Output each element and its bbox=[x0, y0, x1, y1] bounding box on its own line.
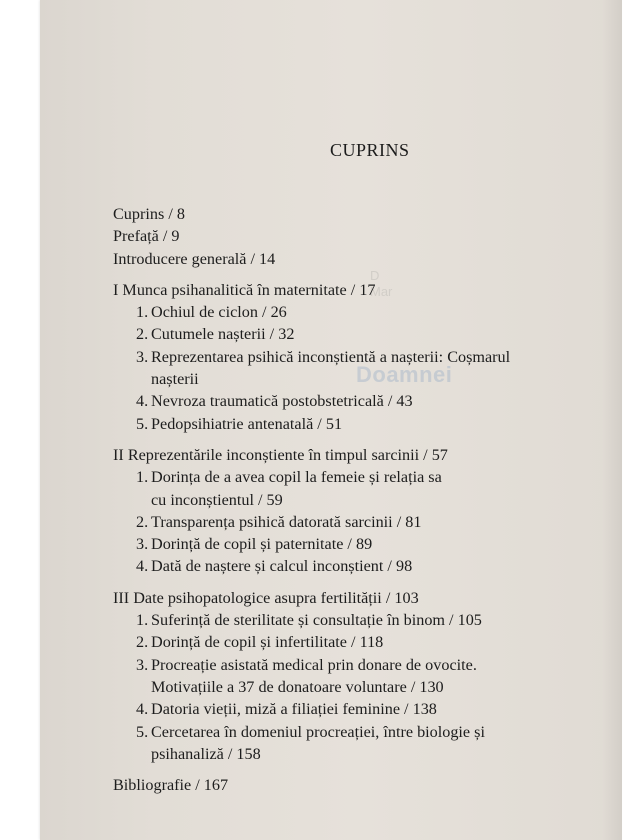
toc-chapter-entry: Cuprins / 8 bbox=[113, 205, 185, 223]
toc-entry-number: 4. bbox=[136, 392, 149, 411]
section-gap bbox=[113, 435, 583, 444]
toc-entry-text: Pedopsihiatrie antenatală / 51 bbox=[151, 414, 343, 433]
toc-chapter-entry: Introducere generală / 14 bbox=[113, 249, 276, 268]
toc-subchapter-entry bbox=[113, 654, 583, 676]
toc-entry-number: 3. bbox=[136, 535, 149, 554]
section-gap bbox=[113, 765, 583, 774]
toc-entry-text: Cercetarea în domeniul procreației, între biologie și bbox=[151, 722, 485, 741]
toc-entry-number: 2. bbox=[136, 325, 149, 344]
toc-entry-number: 5. bbox=[136, 722, 149, 741]
toc-chapter-entry: II Reprezentările inconștiente în timpul sarcinii / 57 bbox=[113, 445, 448, 464]
toc-entry-text: Procreație asistată medical prin donare de ovocite. bbox=[151, 655, 477, 674]
toc-chapter-entry: I Munca psihanalitică în maternitate / 17 bbox=[113, 280, 376, 299]
toc-entry-number: 2. bbox=[136, 512, 149, 531]
toc-entry-continuation: psihanaliză / 158 bbox=[151, 744, 261, 763]
toc-subchapter-entry bbox=[113, 323, 583, 345]
toc-chapter-entry: III Date psihopatologice asupra fertilității / 103 bbox=[113, 588, 419, 607]
toc-entry-continuation: nașterii bbox=[151, 370, 199, 389]
toc-entry-number: 1. bbox=[136, 468, 149, 487]
watermark: Doamnei bbox=[356, 362, 453, 387]
toc-subchapter-entry bbox=[113, 413, 583, 435]
toc-entry-number: 4. bbox=[136, 700, 149, 719]
toc-entry-continuation: cu inconștientul / 59 bbox=[151, 490, 283, 509]
toc-entry-number: 1. bbox=[136, 611, 149, 630]
toc-entry-text: Dată de naștere și calcul inconștient / 98 bbox=[151, 557, 413, 576]
page-edge-shadow bbox=[602, 0, 622, 840]
toc-subchapter-entry bbox=[113, 511, 583, 533]
toc-entry-text: Dorința de a avea copil la femeie și relația sa bbox=[151, 468, 442, 487]
page-title: CUPRINS bbox=[330, 140, 410, 160]
toc-subchapter-entry bbox=[113, 609, 583, 631]
toc-entry-number: 3. bbox=[136, 347, 149, 366]
toc-entry-text: Ochiul de ciclon / 26 bbox=[151, 303, 287, 322]
section-gap bbox=[113, 270, 583, 279]
toc-subchapter-entry bbox=[113, 346, 583, 368]
toc-entry-number: 5. bbox=[136, 414, 149, 433]
toc-subchapter-entry bbox=[113, 390, 583, 412]
toc-subchapter-entry bbox=[113, 533, 583, 555]
table-of-contents bbox=[113, 203, 583, 796]
toc-subchapter-entry bbox=[113, 631, 583, 653]
toc-entry-text: Suferință de sterilitate și consultație în binom / 105 bbox=[151, 611, 482, 630]
faint-watermark-line-2: Mar bbox=[370, 284, 393, 299]
toc-entry-number: 4. bbox=[136, 557, 149, 576]
toc-entry-text: Reprezentarea psihică inconștientă a nașterii: Coșmarul bbox=[151, 347, 511, 366]
toc-chapter-entry: Prefață / 9 bbox=[113, 227, 180, 246]
toc-chapter-entry: Bibliografie / 167 bbox=[113, 776, 229, 795]
toc-subchapter-entry bbox=[113, 466, 583, 488]
toc-entry-text: Dorință de copil și infertilitate / 118 bbox=[151, 633, 384, 652]
toc-entry-text: Transparența psihică datorată sarcinii / 81 bbox=[151, 512, 422, 531]
toc-subchapter-entry bbox=[113, 698, 583, 720]
toc-entry-continuation: Motivațiile a 37 de donatoare voluntare / 130 bbox=[151, 677, 444, 696]
toc-entry-text: Dorință de copil și paternitate / 89 bbox=[151, 535, 373, 554]
toc-entry-text: Nevroza traumatică postobstetricală / 43 bbox=[151, 392, 413, 411]
toc-subchapter-entry bbox=[113, 301, 583, 323]
toc-entry-number: 1. bbox=[136, 303, 149, 322]
toc-subchapter-entry bbox=[113, 721, 583, 743]
toc-entry-number: 2. bbox=[136, 633, 149, 652]
toc-entry-number: 3. bbox=[136, 655, 149, 674]
toc-subchapter-entry bbox=[113, 555, 583, 577]
toc-entry-text: Datoria vieții, miză a filiației feminine / 138 bbox=[151, 700, 437, 719]
section-gap bbox=[113, 578, 583, 587]
toc-entry-text: Cutumele nașterii / 32 bbox=[151, 325, 295, 344]
faint-watermark-line-1: D bbox=[370, 268, 380, 283]
